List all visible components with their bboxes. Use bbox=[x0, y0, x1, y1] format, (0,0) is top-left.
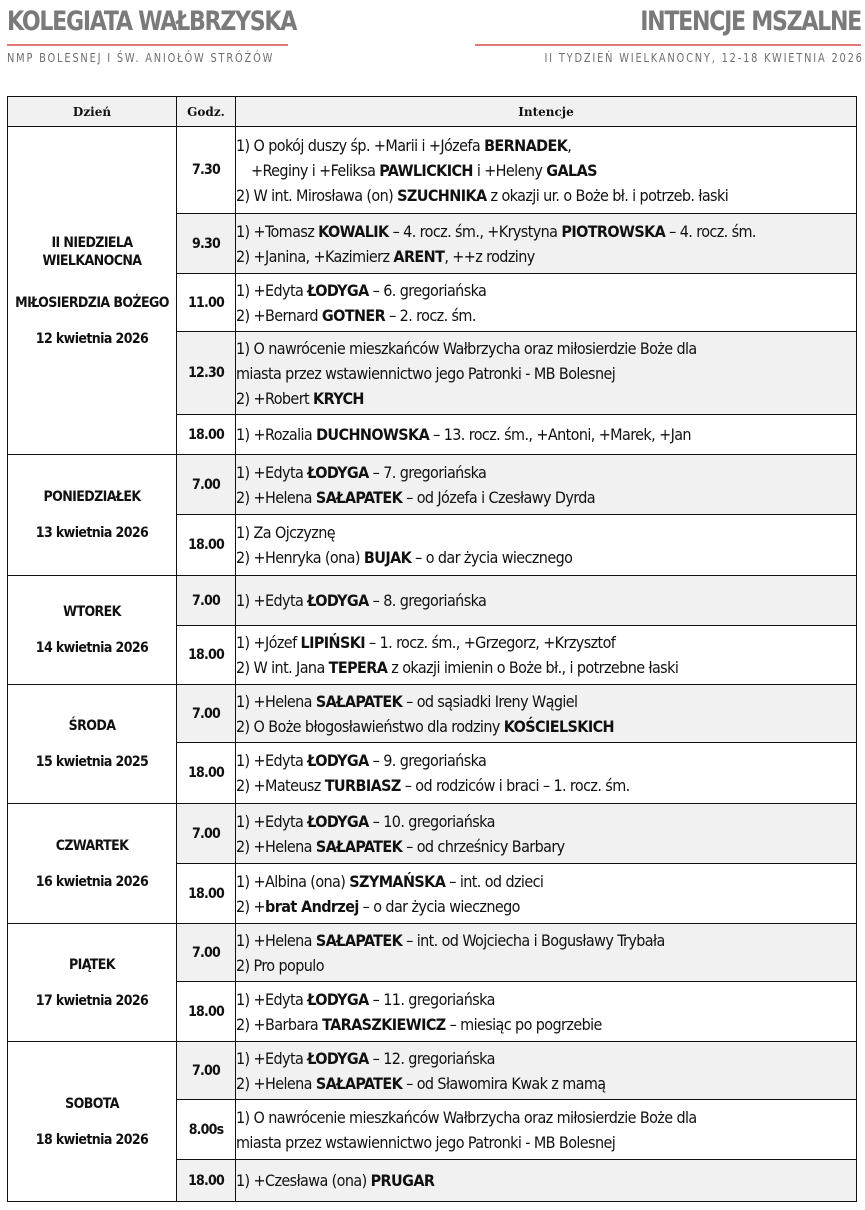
intention-text: – od Sławomira Kwak z mamą bbox=[402, 1073, 606, 1093]
intention-cell bbox=[236, 982, 857, 1042]
table-header-row bbox=[8, 97, 857, 127]
intention-line bbox=[236, 953, 856, 978]
intention-line bbox=[236, 336, 856, 361]
intention-text: – 7. gregoriańska bbox=[368, 462, 487, 482]
mass-row bbox=[8, 685, 857, 743]
intention-text: 1) +Rozalia bbox=[236, 425, 317, 444]
column-header-time: Godz. bbox=[177, 97, 236, 127]
intention-name-bold: ŁODYGA bbox=[307, 1048, 369, 1068]
mass-time: 7.30 bbox=[177, 127, 236, 214]
day-date: 13 kwietnia 2026 bbox=[35, 525, 149, 541]
intention-line bbox=[236, 869, 856, 894]
intention-line bbox=[236, 219, 856, 244]
day-date: 17 kwietnia 2026 bbox=[35, 992, 149, 1009]
mass-time: 18.00 bbox=[177, 415, 236, 455]
day-date: 12 kwietnia 2026 bbox=[35, 330, 149, 347]
intention-text: 1) +Edyta bbox=[236, 462, 308, 482]
intention-name-bold: KOWALIK bbox=[318, 221, 389, 241]
mass-time: 8.00s bbox=[177, 1100, 236, 1160]
intention-text: 1) +Edyta bbox=[236, 591, 308, 610]
intention-name-bold: SAŁAPATEK bbox=[315, 691, 403, 711]
intention-name-bold: BERNADEK bbox=[484, 135, 568, 155]
intention-text: z okazji imienin o Boże bł., i potrzebne łaski bbox=[387, 658, 679, 677]
intention-text: 2) +Mateusz bbox=[236, 776, 325, 795]
intention-text: 2) +Janina, +Kazimierz bbox=[236, 246, 394, 266]
intention-text: 1) +Edyta bbox=[236, 1048, 308, 1068]
intention-cell bbox=[236, 1160, 857, 1202]
mass-time: 18.00 bbox=[177, 626, 236, 685]
day-name bbox=[8, 956, 176, 974]
intention-name-bold: TARASZKIEWICZ bbox=[322, 1014, 446, 1034]
intention-text: 1) O pokój duszy śp. +Marii i +Józefa bbox=[236, 135, 485, 155]
intentions-table bbox=[7, 96, 857, 1202]
day-name bbox=[8, 1095, 176, 1113]
day-date: 14 kwietnia 2026 bbox=[35, 640, 149, 656]
intention-text: – 13. rocz. śm., +Antoni, +Marek, +Jan bbox=[429, 425, 691, 444]
intention-text: 1) +Edyta bbox=[236, 989, 308, 1009]
intention-name-bold: SZYMAŃSKA bbox=[349, 871, 446, 891]
intention-line bbox=[236, 244, 856, 269]
intention-text: 1) +Tomasz bbox=[236, 221, 319, 241]
intention-line bbox=[236, 689, 856, 714]
intention-text: i +Heleny bbox=[472, 160, 547, 180]
day-date: 16 kwietnia 2026 bbox=[35, 873, 149, 890]
intention-text: 1) +Edyta bbox=[236, 751, 308, 770]
intention-line bbox=[236, 630, 856, 655]
day-name bbox=[8, 603, 176, 621]
mass-time: 18.00 bbox=[177, 864, 236, 924]
mass-time: 7.00 bbox=[177, 576, 236, 626]
column-header-day: Dzień bbox=[8, 97, 177, 127]
intention-text: – miesiąc po pogrzebie bbox=[445, 1014, 602, 1034]
intention-text: – od sąsiadki Ireny Wągiel bbox=[402, 691, 578, 711]
intention-text: – 12. gregoriańska bbox=[368, 1048, 495, 1068]
day-cell bbox=[8, 576, 177, 685]
day-cell bbox=[8, 924, 177, 1042]
intention-text: 1) +Józef bbox=[236, 633, 301, 652]
document-title: INTENCJE MSZALNE bbox=[640, 6, 861, 37]
day-name-line: II NIEDZIELA bbox=[51, 234, 133, 251]
intention-line bbox=[236, 748, 856, 773]
intention-name-bold: brat Andrzej bbox=[265, 896, 359, 916]
parish-subtitle: NMP BOLESNEJ I ŚW. ANIOŁÓW STRÓŻÓW bbox=[7, 51, 275, 65]
week-subtitle: II TYDZIEŃ WIELKANOCNY, 12-18 KWIETNIA 2026 bbox=[544, 51, 864, 65]
day-cell bbox=[8, 1042, 177, 1202]
intention-text: – o dar życia wiecznego bbox=[411, 548, 573, 567]
intention-name-bold: ŁODYGA bbox=[307, 751, 369, 770]
intention-name-bold: GOTNER bbox=[321, 305, 386, 325]
intention-name-bold: TURBIASZ bbox=[324, 776, 401, 795]
intention-line bbox=[236, 834, 856, 859]
day-name-line: PONIEDZIAŁEK bbox=[43, 489, 141, 505]
intention-text: – int. od dzieci bbox=[445, 871, 544, 891]
mass-time: 7.00 bbox=[177, 1042, 236, 1100]
intention-line bbox=[236, 520, 856, 545]
intention-text: 2) Pro populo bbox=[236, 955, 324, 975]
day-name-line: WIELKANOCNA bbox=[42, 252, 142, 269]
intention-text: 2) + bbox=[236, 896, 266, 916]
intention-text: miasta przez wstawiennictwo jego Patronki - MB Bolesnej bbox=[236, 1132, 616, 1152]
intention-cell bbox=[236, 515, 857, 576]
intention-line bbox=[236, 773, 856, 798]
intention-text: 2) +Helena bbox=[236, 487, 316, 507]
intention-name-bold: SZUCHNIKA bbox=[397, 185, 487, 205]
intention-line bbox=[236, 1071, 856, 1096]
table-body bbox=[8, 127, 857, 1202]
intention-text: – 9. gregoriańska bbox=[368, 751, 487, 770]
intention-line bbox=[236, 303, 856, 328]
accent-divider bbox=[7, 44, 288, 46]
intention-line bbox=[236, 1105, 856, 1130]
intention-line bbox=[236, 588, 856, 613]
intention-text: – od Józefa i Czesławy Dyrda bbox=[402, 487, 596, 507]
intention-text: – 2. rocz. śm. bbox=[385, 305, 476, 325]
intention-name-bold: ŁODYGA bbox=[307, 280, 369, 300]
intention-name-bold: SAŁAPATEK bbox=[315, 836, 403, 856]
intention-text: 1) +Czesława (ona) bbox=[236, 1171, 371, 1190]
day-name-line: PIĄTEK bbox=[69, 956, 115, 973]
intention-text: 2) +Barbara bbox=[236, 1014, 323, 1034]
mass-row bbox=[8, 924, 857, 982]
intention-text: – 6. gregoriańska bbox=[368, 280, 487, 300]
intention-text: z okazji ur. o Boże bł. i potrzeb. łaski bbox=[486, 185, 729, 205]
mass-time: 7.00 bbox=[177, 685, 236, 743]
intention-text: 1) Za Ojczyznę bbox=[236, 523, 336, 542]
mass-time: 18.00 bbox=[177, 982, 236, 1042]
intention-text: 1) +Helena bbox=[236, 930, 316, 950]
day-name bbox=[8, 234, 176, 312]
day-cell bbox=[8, 685, 177, 804]
intention-line bbox=[236, 1046, 856, 1071]
intention-line bbox=[236, 1168, 856, 1193]
intention-text: – 10. gregoriańska bbox=[368, 811, 495, 831]
intention-line bbox=[236, 485, 856, 510]
mass-time: 18.00 bbox=[177, 743, 236, 804]
intention-cell bbox=[236, 864, 857, 924]
day-name-line: WTOREK bbox=[63, 604, 121, 620]
mass-time: 7.00 bbox=[177, 804, 236, 864]
intention-text: , bbox=[567, 135, 572, 155]
intention-text: 2) W int. Mirosława (on) bbox=[236, 185, 398, 205]
mass-time: 7.00 bbox=[177, 455, 236, 515]
intention-text: – od chrześnicy Barbary bbox=[402, 836, 565, 856]
mass-time: 18.00 bbox=[177, 515, 236, 576]
intention-text: – 11. gregoriańska bbox=[368, 989, 495, 1009]
intention-cell bbox=[236, 626, 857, 685]
intention-text: – 4. rocz. śm. bbox=[665, 221, 756, 241]
day-name bbox=[8, 837, 176, 855]
accent-divider bbox=[475, 44, 861, 46]
day-name bbox=[8, 717, 176, 735]
intention-name-bold: KRYCH bbox=[313, 388, 364, 408]
intention-line bbox=[236, 987, 856, 1012]
intention-text: miasta przez wstawiennictwo jego Patronki - MB Bolesnej bbox=[236, 363, 616, 383]
intention-text: 1) +Edyta bbox=[236, 811, 308, 831]
intention-name-bold: LIPIŃSKI bbox=[300, 633, 366, 652]
intention-cell bbox=[236, 743, 857, 804]
intention-cell bbox=[236, 576, 857, 626]
day-name-line: CZWARTEK bbox=[55, 837, 129, 854]
intention-cell bbox=[236, 685, 857, 743]
intention-name-bold: ŁODYGA bbox=[307, 989, 369, 1009]
intention-line bbox=[236, 460, 856, 485]
intention-text: – int. od Wojciecha i Bogusławy Trybała bbox=[402, 930, 665, 950]
intention-line bbox=[236, 278, 856, 303]
intention-name-bold: SAŁAPATEK bbox=[315, 487, 403, 507]
parish-title: KOLEGIATA WAŁBRZYSKA bbox=[7, 6, 297, 37]
mass-time: 7.00 bbox=[177, 924, 236, 982]
mass-row bbox=[8, 804, 857, 864]
column-header-intentions: Intencje bbox=[236, 97, 857, 127]
intention-line bbox=[236, 183, 856, 208]
intention-cell bbox=[236, 1042, 857, 1100]
intention-text: 1) O nawrócenie mieszkańców Wałbrzycha oraz miłosierdzie Boże dla bbox=[236, 338, 697, 358]
intention-name-bold: SAŁAPATEK bbox=[315, 1073, 403, 1093]
intention-text: 2) +Helena bbox=[236, 1073, 316, 1093]
intention-name-bold: ŁODYGA bbox=[307, 811, 369, 831]
intention-line bbox=[236, 1130, 856, 1155]
intention-text: , ++z rodziny bbox=[444, 246, 535, 266]
intention-line bbox=[236, 133, 856, 158]
intention-name-bold: ŁODYGA bbox=[307, 591, 369, 610]
intention-text: 1) O nawrócenie mieszkańców Wałbrzycha oraz miłosierdzie Boże dla bbox=[236, 1107, 697, 1127]
intention-text: – o dar życia wiecznego bbox=[358, 896, 520, 916]
intention-text: 2) +Robert bbox=[236, 388, 314, 408]
intention-name-bold: PAWLICKICH bbox=[379, 160, 473, 180]
intention-text: – 4. rocz. śm., +Krystyna bbox=[388, 221, 562, 241]
intention-text: +Reginy i +Feliksa bbox=[251, 160, 380, 180]
intention-text: 2) W int. Jana bbox=[236, 658, 329, 677]
intention-name-bold: ŁODYGA bbox=[307, 462, 369, 482]
day-cell bbox=[8, 804, 177, 924]
intention-text: 1) +Helena bbox=[236, 691, 316, 711]
intention-cell bbox=[236, 415, 857, 455]
intention-cell bbox=[236, 332, 857, 415]
day-cell bbox=[8, 127, 177, 455]
day-name-line: ŚRODA bbox=[68, 718, 116, 734]
intention-name-bold: GALAS bbox=[546, 160, 597, 180]
day-date: 18 kwietnia 2026 bbox=[35, 1131, 149, 1148]
intention-text: – 1. rocz. śm., +Grzegorz, +Krzysztof bbox=[365, 633, 616, 652]
intention-text: 2) +Bernard bbox=[236, 305, 322, 325]
day-name bbox=[8, 488, 176, 506]
intention-text: – 8. gregoriańska bbox=[368, 591, 487, 610]
intention-cell bbox=[236, 214, 857, 274]
intention-line bbox=[236, 894, 856, 919]
day-cell bbox=[8, 455, 177, 576]
day-name-line: SOBOTA bbox=[65, 1095, 119, 1112]
intention-name-bold: BUJAK bbox=[363, 548, 412, 567]
intention-cell bbox=[236, 804, 857, 864]
intention-line bbox=[236, 361, 856, 386]
intention-line bbox=[236, 655, 856, 680]
intention-text: 2) +Henryka (ona) bbox=[236, 548, 364, 567]
intention-name-bold: PIOTROWSKA bbox=[561, 221, 666, 241]
mass-time: 18.00 bbox=[177, 1160, 236, 1202]
intention-line bbox=[236, 158, 856, 183]
intention-name-bold: SAŁAPATEK bbox=[315, 930, 403, 950]
intention-line bbox=[236, 714, 856, 739]
mass-row bbox=[8, 127, 857, 214]
intention-line bbox=[236, 809, 856, 834]
intention-name-bold: KOŚCIELSKICH bbox=[503, 716, 614, 736]
intention-line bbox=[236, 1012, 856, 1037]
intention-line bbox=[236, 422, 856, 447]
intention-cell bbox=[236, 274, 857, 332]
intention-name-bold: PRUGAR bbox=[370, 1171, 435, 1190]
intention-text: 2) O Boże błogosławieństwo dla rodziny bbox=[236, 716, 504, 736]
intention-name-bold: ARENT bbox=[393, 246, 445, 266]
intention-name-bold: TEPERA bbox=[328, 658, 388, 677]
intention-cell bbox=[236, 127, 857, 214]
intention-name-bold: DUCHNOWSKA bbox=[316, 425, 430, 444]
mass-time: 11.00 bbox=[177, 274, 236, 332]
intention-cell bbox=[236, 455, 857, 515]
intention-line bbox=[236, 545, 856, 570]
intention-text: 1) +Albina (ona) bbox=[236, 871, 350, 891]
header-right bbox=[475, 4, 864, 65]
mass-time: 9.30 bbox=[177, 214, 236, 274]
intention-text: – od rodziców i braci – 1. rocz. śm. bbox=[400, 776, 630, 795]
mass-row bbox=[8, 1042, 857, 1100]
day-name-line: MIŁOSIERDZIA BOŻEGO bbox=[15, 294, 169, 311]
mass-row bbox=[8, 455, 857, 515]
intention-text: 2) +Helena bbox=[236, 836, 316, 856]
header-left bbox=[7, 4, 297, 65]
intention-line bbox=[236, 386, 856, 411]
day-date: 15 kwietnia 2025 bbox=[35, 754, 149, 770]
intention-line bbox=[236, 928, 856, 953]
mass-row bbox=[8, 576, 857, 626]
intention-text: 1) +Edyta bbox=[236, 280, 308, 300]
intention-cell bbox=[236, 924, 857, 982]
mass-time: 12.30 bbox=[177, 332, 236, 415]
intention-cell bbox=[236, 1100, 857, 1160]
